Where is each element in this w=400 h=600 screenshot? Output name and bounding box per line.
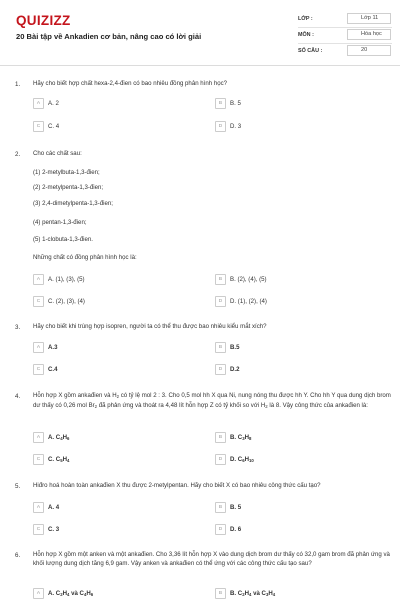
option-text: D. 6 xyxy=(230,526,242,533)
text-run: H xyxy=(86,590,91,597)
divider xyxy=(298,43,392,44)
question-number: 4. xyxy=(15,393,21,400)
question-text: Hiđro hoá hoàn toàn ankađien X thu được 2-metylpentan. Hãy cho biết X có bao nhiêu công thức cấu tạo? xyxy=(33,482,321,489)
subscript: 10 xyxy=(248,458,254,463)
option-text xyxy=(48,590,93,597)
option-a[interactable] xyxy=(33,588,93,599)
option-c[interactable] xyxy=(33,121,59,132)
option-c[interactable] xyxy=(33,454,69,465)
option-letter: B xyxy=(215,502,226,513)
option-letter: A xyxy=(33,432,44,443)
subject-value: Hóa học xyxy=(347,29,391,40)
question-number: 2. xyxy=(15,151,21,158)
option-text: A.3 xyxy=(48,344,58,351)
option-text: A. 2 xyxy=(48,100,59,107)
text-run: và C xyxy=(69,590,84,597)
text-run: C. C xyxy=(48,456,61,463)
question-line: (2) 2-metylpenta-1,3-đien; xyxy=(33,184,104,191)
question-line: (4) pentan-1,3-đien; xyxy=(33,219,87,226)
question-line: (1) 2-metylbuta-1,3-đien; xyxy=(33,169,100,176)
subscript: 2 xyxy=(116,394,119,399)
text-run: A. C xyxy=(48,434,61,441)
option-d[interactable] xyxy=(215,296,267,307)
option-text xyxy=(230,590,275,597)
question-number: 1. xyxy=(15,81,21,88)
option-letter: A xyxy=(33,98,44,109)
option-letter: A xyxy=(33,342,44,353)
question-line: Những chất có đồng phân hình học là: xyxy=(33,254,137,261)
subscript: 4 xyxy=(83,592,87,597)
option-text: B. (2), (4), (5) xyxy=(230,276,267,283)
subscript: 6 xyxy=(242,458,245,463)
text-run: là 8. Vậy công thức của ankađien là: xyxy=(267,401,368,409)
option-letter: C xyxy=(33,364,44,375)
option-letter: A xyxy=(33,274,44,285)
option-a[interactable] xyxy=(33,98,59,109)
option-letter: B xyxy=(215,98,226,109)
option-text: C. 3 xyxy=(48,526,60,533)
text-run: A. C xyxy=(48,590,61,597)
subject-label: MÔN : xyxy=(298,32,314,38)
option-letter: D xyxy=(215,454,226,465)
option-a[interactable] xyxy=(33,502,59,513)
option-b[interactable] xyxy=(215,98,241,109)
subscript: 4 xyxy=(66,592,70,597)
subscript: 5 xyxy=(60,458,63,463)
subscript: 4 xyxy=(272,592,276,597)
text-run: H xyxy=(62,434,67,441)
question-text: Hãy cho biết hợp chất hexa-2,4-đien có bao nhiêu đồng phân hình học? xyxy=(33,80,228,87)
option-text: D. 3 xyxy=(230,123,242,130)
subscript: 2 xyxy=(60,592,63,597)
option-letter: D xyxy=(215,296,226,307)
text-run: D. C xyxy=(230,456,243,463)
text-run: H xyxy=(244,456,249,463)
question-count-value: 20 xyxy=(347,45,391,56)
option-letter: B xyxy=(215,342,226,353)
option-text xyxy=(230,456,254,463)
text-run: Hỗn hợp X gồm ankađien và H xyxy=(33,392,117,399)
text-run: H xyxy=(244,590,249,597)
text-run: B. C xyxy=(230,590,243,597)
question-text: Hỗn hợp X gồm một anken và một ankađien. Cho 3,36 lít hỗn hợp X vào dung dịch brom dư thấy có 32,0 gam brom đã phản ứng và khối lượng dung dịch tăng 6,9 gam. Vậy anken và ankađien có thể ứng với các công thức cấu tạo sau? xyxy=(33,551,390,567)
option-b[interactable] xyxy=(215,342,239,353)
option-letter: D xyxy=(215,524,226,535)
subscript: 3 xyxy=(242,436,245,441)
option-c[interactable] xyxy=(33,524,59,535)
option-a[interactable] xyxy=(33,274,85,285)
divider xyxy=(298,27,392,28)
question-number: 3. xyxy=(15,324,21,331)
option-text: A. (1), (3), (5) xyxy=(48,276,85,283)
subscript: 2 xyxy=(242,592,245,597)
option-a[interactable] xyxy=(33,432,69,443)
text-run: đã phản ứng và thoát ra 4,48 lít hỗn hợp Z có tỷ khối so với H xyxy=(97,401,266,409)
option-d[interactable] xyxy=(215,364,239,375)
subscript: 6 xyxy=(66,436,70,441)
option-text: C. 4 xyxy=(48,123,60,130)
option-a[interactable] xyxy=(33,342,57,353)
option-letter: B xyxy=(215,588,226,599)
subscript: 3 xyxy=(265,592,269,597)
text-run: và C xyxy=(251,590,266,597)
option-letter: A xyxy=(33,588,44,599)
question-text: Cho các chất sau: xyxy=(33,150,82,157)
option-letter: B xyxy=(215,432,226,443)
subscript: 2 xyxy=(265,403,268,409)
subscript: 4 xyxy=(66,458,70,463)
option-letter: C xyxy=(33,524,44,535)
text-run: H xyxy=(62,456,67,463)
option-text xyxy=(48,456,69,463)
option-text xyxy=(48,434,69,441)
question-number: 5. xyxy=(15,483,21,490)
option-b[interactable] xyxy=(215,432,251,443)
question-count-label: SỐ CÂU : xyxy=(298,48,323,54)
text-run: có tỷ lệ mol 2 : 3. Cho 0,5 mol hh X qua Ni, nung nóng thu được hh Y. Cho hh Y qua dung dịch brom dư thấy có 0,26 mol Br xyxy=(33,392,391,409)
option-c[interactable] xyxy=(33,296,85,307)
subscript: 8 xyxy=(248,436,252,441)
text-run: B. C xyxy=(230,434,243,441)
option-text xyxy=(230,434,251,441)
option-d[interactable] xyxy=(215,524,241,535)
question-text xyxy=(33,392,391,411)
question-number: 6. xyxy=(15,552,21,559)
option-c[interactable] xyxy=(33,364,57,375)
quizizz-logo: QUIZIZZ xyxy=(16,13,71,28)
option-text: D.2 xyxy=(230,366,240,373)
option-d[interactable] xyxy=(215,121,241,132)
option-text: C. (2), (3), (4) xyxy=(48,298,85,305)
grade-label: LỚP : xyxy=(298,16,313,22)
option-letter: B xyxy=(215,274,226,285)
option-b[interactable] xyxy=(215,588,275,599)
option-b[interactable] xyxy=(215,274,267,285)
subscript: 4 xyxy=(248,592,252,597)
question-line: (5) 1-clobuta-1,3-đien. xyxy=(33,236,93,243)
subscript: 4 xyxy=(60,436,63,441)
option-letter: C xyxy=(33,454,44,465)
option-letter: C xyxy=(33,121,44,132)
option-d[interactable] xyxy=(215,454,254,465)
option-letter: D xyxy=(215,121,226,132)
document-title: 20 Bài tập về Ankadien cơ bản, nâng cao có lời giải xyxy=(16,32,202,41)
question-line: (3) 2,4-dimetylpenta-1,3-đien; xyxy=(33,200,113,207)
option-text: D. (1), (2), (4) xyxy=(230,298,267,305)
option-text: B. 5 xyxy=(230,504,242,511)
option-letter: C xyxy=(33,296,44,307)
grade-value: Lớp 11 xyxy=(347,13,391,24)
option-b[interactable] xyxy=(215,502,241,513)
option-letter: D xyxy=(215,364,226,375)
text-run: H xyxy=(244,434,249,441)
question-text: Hãy cho biết khi trùng hợp isopren, người ta có thể thu được bao nhiêu kiểu mắt xích? xyxy=(33,323,267,330)
text-run: H xyxy=(62,590,67,597)
subscript: 6 xyxy=(90,592,94,597)
page-header xyxy=(0,0,400,66)
option-text: A. 4 xyxy=(48,504,60,511)
text-run: H xyxy=(268,590,273,597)
option-text: C.4 xyxy=(48,366,58,373)
subscript: 2 xyxy=(94,403,98,409)
option-text: B.5 xyxy=(230,344,240,351)
option-text: B. 5 xyxy=(230,100,241,107)
option-letter: A xyxy=(33,502,44,513)
